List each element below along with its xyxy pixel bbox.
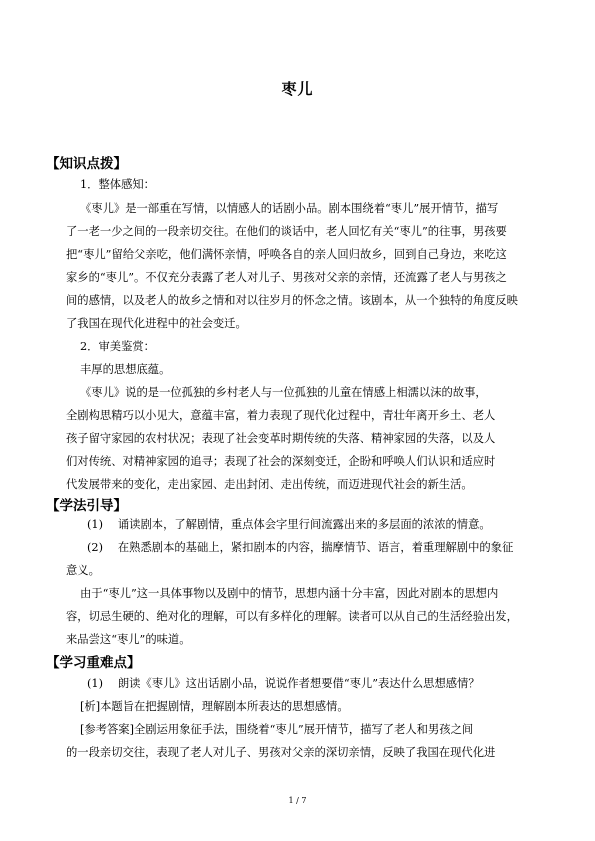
paragraph-line: 们对传统、对精神家园的追寻；表现了社会的深刻变迁，企盼和呼唤人们认识和适应时 bbox=[66, 455, 496, 468]
paragraph-line: 容，切忌生硬的、绝对化的理解，可以有多样化的理解。读者可以从自己的生活经验出发， bbox=[66, 610, 518, 623]
paragraph-line: [参考答案]全剧运用象征手法，围绕着“枣儿”展开情节，描写了老人和男孩之间 bbox=[80, 723, 474, 736]
paragraph-line: 家乡的“枣儿”。不仅充分表露了老人对儿子、男孩对父亲的亲情，还流露了老人与男孩之 bbox=[66, 271, 507, 284]
paragraph-line: 2．审美鉴赏： bbox=[80, 340, 155, 353]
document-title: 枣儿 bbox=[281, 80, 314, 98]
paragraph-line: (1) 诵读剧本，了解剧情，重点体会字里行间流露出来的多层面的浓浓的情意。 bbox=[87, 518, 491, 531]
section-heading-method: 【学法引导】 bbox=[46, 498, 127, 514]
paragraph-line: 的一段亲切交往，表现了老人对儿子、男孩对父亲的深切亲情，反映了我国在现代化进 bbox=[66, 746, 496, 759]
paragraph-line: [析]本题旨在把握剧情，理解剧本所表达的思想感情。 bbox=[80, 700, 349, 713]
paragraph-line: 间的感情，以及老人的故乡之情和对以往岁月的怀念之情。该剧本，从一个独特的角度反映 bbox=[66, 294, 518, 307]
paragraph-line: 由于“枣儿”这一具体事物以及剧中的情节，思想内涵十分丰富，因此对剧本的思想内 bbox=[80, 587, 499, 600]
paragraph-line: (1) 朗读《枣儿》这出话剧小品，说说作者想要借“枣儿”表达什么思想感情？ bbox=[87, 677, 480, 690]
paragraph-line: 意义。 bbox=[66, 564, 100, 577]
paragraph-line: 代发展带来的变化，走出家园、走出封闭、走出传统，而迈进现代社会的新生活。 bbox=[66, 478, 473, 491]
paragraph-line: 1．整体感知： bbox=[80, 178, 155, 191]
paragraph-line: 《枣儿》是一部重在写情，以情感人的话剧小品。剧本围绕着“枣儿”展开情节，描写 bbox=[80, 202, 499, 215]
page-number: 1 / 7 bbox=[288, 796, 307, 805]
paragraph-line: 把“枣儿”留给父亲吃，他们满怀亲情，呼唤各自的亲人回归故乡，回到自己身边，来吃这 bbox=[66, 248, 507, 261]
section-heading-key-points: 【学习重难点】 bbox=[46, 655, 141, 671]
paragraph-line: (2) 在熟悉剧本的基础上，紧扣剧本的内容，揣摩情节、语言，着重理解剧中的象征 bbox=[87, 541, 514, 554]
paragraph-line: 孩子留守家园的农村状况；表现了社会变革时期传统的失落、精神家园的失落，以及人 bbox=[66, 432, 496, 445]
paragraph-line: 《枣儿》说的是一位孤独的乡村老人与一位孤独的儿童在情感上相濡以沫的故事， bbox=[80, 386, 487, 399]
paragraph-line: 全剧构思精巧以小见大，意蕴丰富，着力表现了现代化过程中，青壮年离开乡土、老人 bbox=[66, 409, 496, 422]
paragraph-line: 了一老一少之间的一段亲切交往。在他们的谈话中，老人回忆有关“枣儿”的往事，男孩要 bbox=[66, 225, 507, 238]
paragraph-line: 了我国在现代化进程中的社会变迁。 bbox=[66, 317, 247, 330]
paragraph-line: 来品尝这“枣儿”的味道。 bbox=[66, 633, 191, 646]
section-heading-knowledge: 【知识点拨】 bbox=[46, 156, 127, 172]
paragraph-line: 丰厚的思想底蕴。 bbox=[80, 363, 171, 376]
